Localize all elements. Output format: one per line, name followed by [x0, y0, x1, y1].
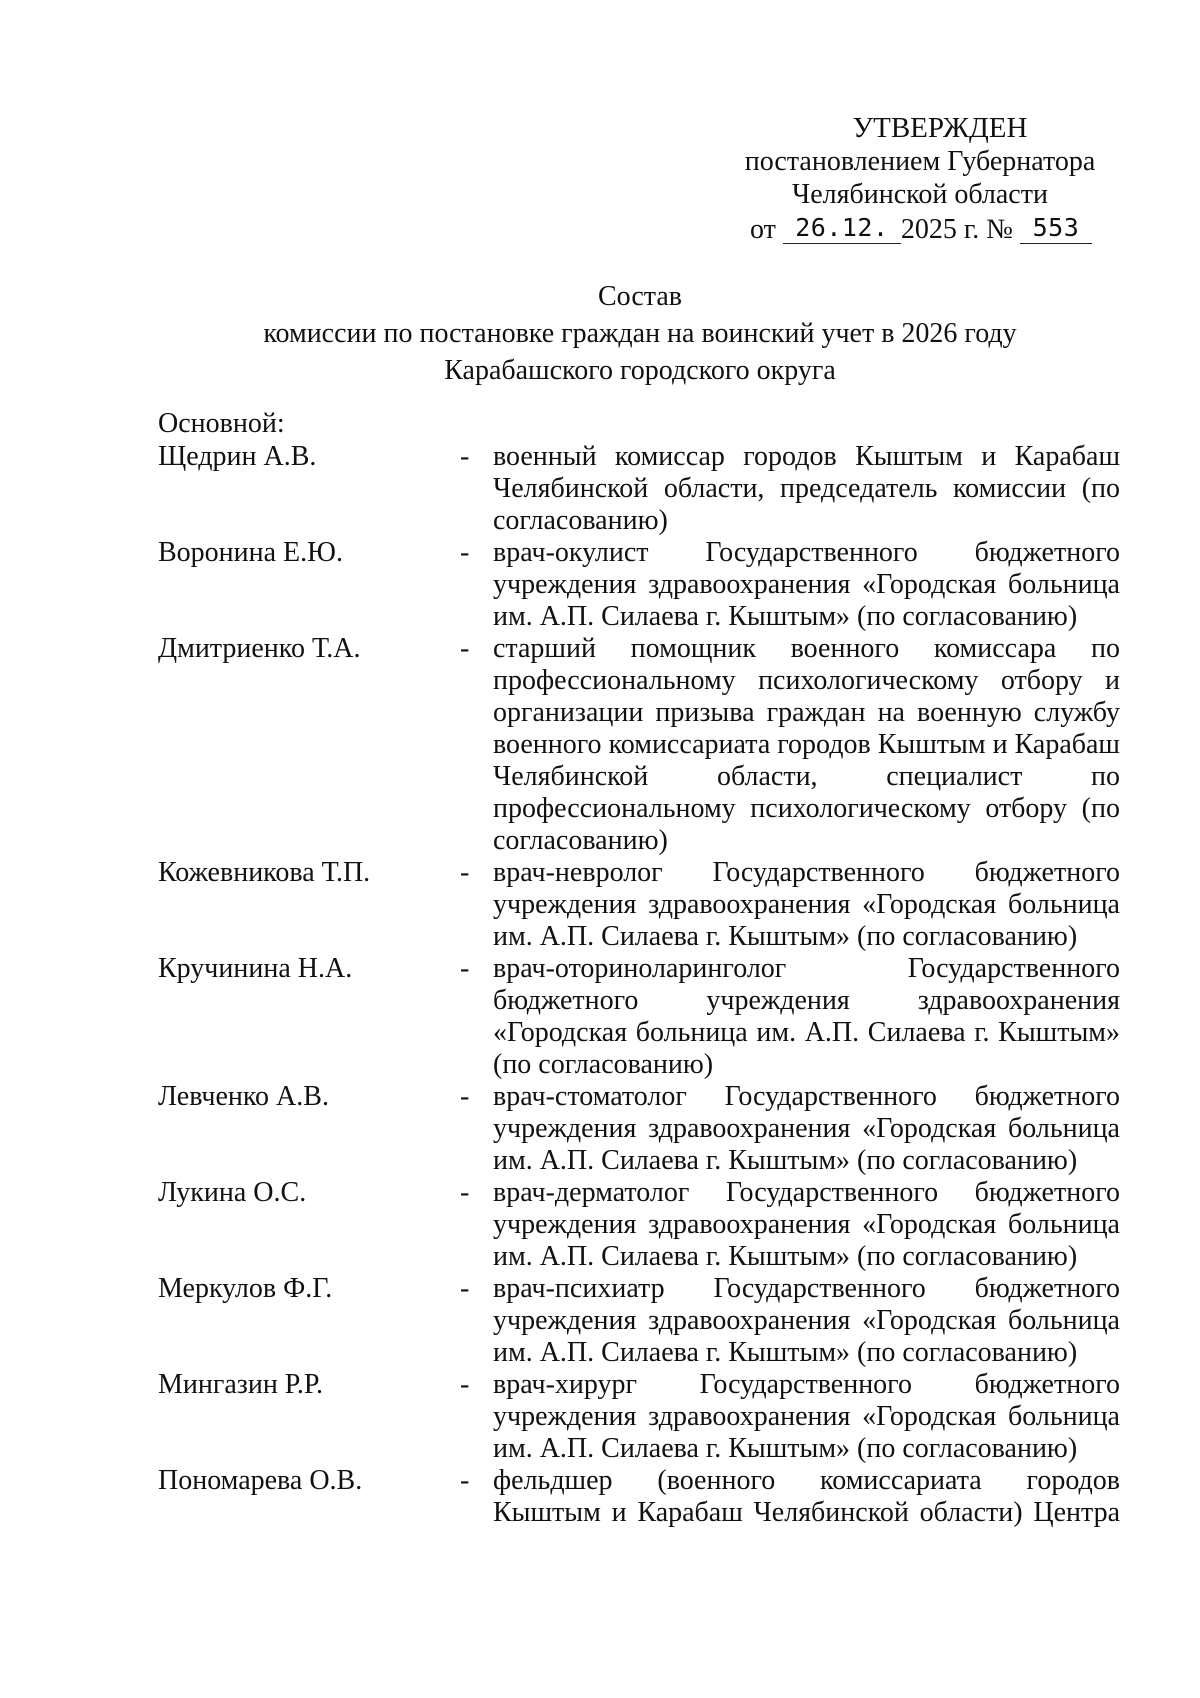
- member-description: врач-окулист Государственного бюджетного учреждения здравоохранения «Городская больница им. А.П. Силаева г. Кыштым» (по согласованию): [493, 537, 1120, 632]
- member-description: врач-стоматолог Государственного бюджетного учреждения здравоохранения «Городская больница им. А.П. Силаева г. Кыштым» (по согласованию): [493, 1081, 1120, 1176]
- member-name: Пономарева О.В.: [158, 1465, 363, 1496]
- heading-district: Карабашского городского округа: [444, 355, 836, 386]
- list-item: [158, 953, 1118, 1081]
- list-item: [158, 1177, 1118, 1273]
- approval-date-line: [700, 213, 1140, 246]
- member-description: врач-дерматолог Государственного бюджетного учреждения здравоохранения «Городская больница им. А.П. Силаева г. Кыштым» (по согласованию): [493, 1177, 1120, 1272]
- member-description: врач-хирург Государственного бюджетного учреждения здравоохранения «Городская больница им. А.П. Силаева г. Кыштым» (по согласованию): [493, 1369, 1120, 1464]
- member-name: Мингазин Р.Р.: [158, 1369, 323, 1400]
- list-item: [158, 441, 1118, 537]
- list-item: [158, 1081, 1118, 1177]
- list-item: [158, 857, 1118, 953]
- date-blank: [783, 213, 901, 244]
- dash-separator: -: [460, 857, 470, 888]
- list-item: [158, 537, 1118, 633]
- list-item: [158, 1465, 1118, 1529]
- member-description: врач-оториноларинголог Государственного бюджетного учреждения здравоохранения «Городская больница им. А.П. Силаева г. Кыштым» (по согласованию): [493, 953, 1120, 1080]
- member-description: старший помощник военного комиссара по профессиональному психологическому отбору и организации призыва граждан на военную службу военного комиссариата городов Кыштым и Карабаш Челябинской области, специалист по профессиональному психологическому отбору (по согласованию): [493, 633, 1120, 856]
- member-name: Лукина О.С.: [158, 1177, 307, 1208]
- member-name: Меркулов Ф.Г.: [158, 1273, 333, 1304]
- member-description: военный комиссар городов Кыштым и Карабаш Челябинской области, председатель комиссии (по согласованию): [493, 441, 1120, 536]
- approval-line-region: Челябинской области: [792, 179, 1048, 210]
- document-heading: [160, 278, 1120, 389]
- dash-separator: -: [460, 1273, 470, 1304]
- dash-separator: -: [460, 953, 470, 984]
- heading-title: Состав: [597, 281, 683, 312]
- date-suffix: 2025 г. №: [900, 214, 1013, 245]
- member-name: Воронина Е.Ю.: [158, 537, 343, 568]
- commission-roster: [158, 441, 1118, 1529]
- dash-separator: -: [460, 1081, 470, 1112]
- dash-separator: -: [460, 1369, 470, 1400]
- heading-subtitle: комиссии по постановке граждан на воинский учет в 2026 году: [263, 318, 1017, 349]
- number-blank: [1020, 213, 1092, 244]
- member-name: Щедрин А.В.: [158, 441, 317, 472]
- approval-title: УТВЕРЖДЕН: [852, 112, 1028, 144]
- section-label-main: Основной:: [158, 408, 285, 439]
- dash-separator: -: [460, 1177, 470, 1208]
- list-item: [158, 1369, 1118, 1465]
- list-item: [158, 1273, 1118, 1369]
- member-description: врач-невролог Государственного бюджетного учреждения здравоохранения «Городская больница им. А.П. Силаева г. Кыштым» (по согласованию): [493, 857, 1120, 952]
- date-prefix: от: [750, 214, 776, 245]
- number-stamp: 553: [1032, 213, 1080, 242]
- dash-separator: -: [460, 441, 470, 472]
- member-name: Кручинина Н.А.: [158, 953, 353, 984]
- dash-separator: -: [460, 633, 470, 664]
- member-description: фельдшер (военного комиссариата городов Кыштым и Карабаш Челябинской области) Центра: [493, 1465, 1120, 1528]
- member-name: Кожевникова Т.П.: [158, 857, 371, 888]
- approval-line-decree: постановлением Губернатора: [744, 146, 1096, 177]
- member-name: Дмитриенко Т.А.: [158, 633, 361, 664]
- date-stamp: 26.12.: [795, 213, 889, 242]
- dash-separator: -: [460, 1465, 470, 1496]
- member-description: врач-психиатр Государственного бюджетного учреждения здравоохранения «Городская больница им. А.П. Силаева г. Кыштым» (по согласованию): [493, 1273, 1120, 1368]
- approval-block: [700, 112, 1140, 246]
- member-name: Левченко А.В.: [158, 1081, 329, 1112]
- dash-separator: -: [460, 537, 470, 568]
- list-item: [158, 633, 1118, 857]
